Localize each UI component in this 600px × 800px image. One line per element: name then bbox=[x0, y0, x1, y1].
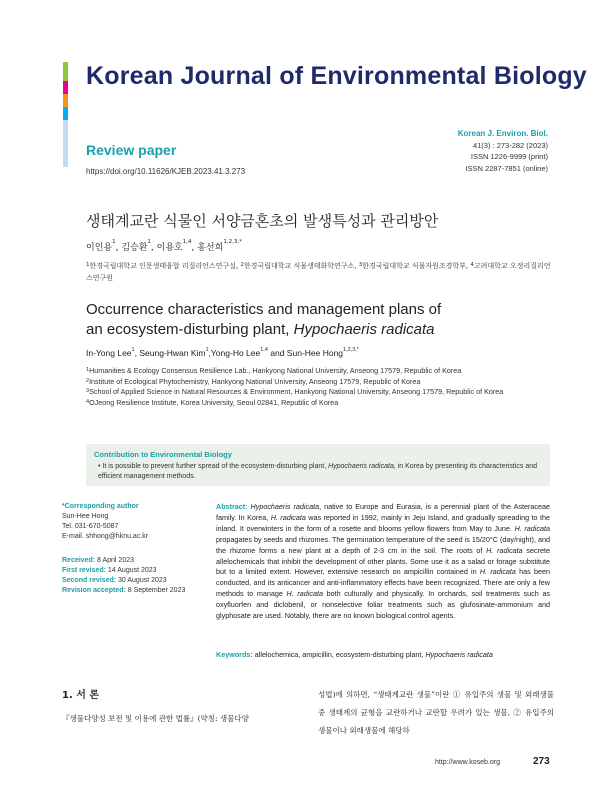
keywords-label: Keywords: bbox=[216, 650, 253, 659]
color-bar-segment bbox=[63, 81, 68, 94]
affiliation-sup: 3 bbox=[86, 388, 90, 394]
author-sup: 1,4 bbox=[260, 347, 268, 353]
sidebar-info bbox=[62, 502, 202, 596]
contribution-box bbox=[86, 444, 550, 486]
section-title: 1. 서 론 bbox=[62, 690, 100, 701]
affiliation-sup: 1 bbox=[86, 262, 90, 268]
bullet-icon: • bbox=[98, 463, 101, 470]
journal-title: Korean Journal of Environmental Biology bbox=[86, 62, 587, 90]
affiliation-sup: 3 bbox=[358, 262, 363, 268]
contribution-heading: Contribution to Environmental Biology bbox=[94, 450, 232, 459]
corresponding-name: Sun-Hee Hong bbox=[62, 513, 109, 520]
issn-online: ISSN 2287-7851 (online) bbox=[465, 163, 548, 173]
date-label: First revised: bbox=[62, 567, 106, 574]
abstract-text: propagates by seeds and rhizomes. The germination temperature of the seed is 15/20°C (day/night), and the rhizome forms a new plant at a depth of 2-3 cm in the soil. The roots of bbox=[216, 534, 550, 555]
english-title bbox=[86, 300, 556, 340]
date-label: Revision accepted: bbox=[62, 587, 126, 594]
author-sup: 1 bbox=[205, 347, 209, 353]
abstract-text: , native to Europe and Eurasia, is a perennial plant of the Asteraceae family. In Korea, bbox=[216, 502, 550, 522]
english-title-line2 bbox=[86, 320, 556, 340]
color-bar-segment bbox=[63, 120, 68, 167]
author-name: Yong-Ho Lee bbox=[210, 348, 261, 358]
date-value: 30 August 2023 bbox=[116, 577, 167, 584]
affiliation-sup: 4 bbox=[86, 398, 90, 405]
corresponding-email[interactable]: E-mail. shhong@hknu.ac.kr bbox=[62, 533, 149, 540]
abstract bbox=[216, 502, 550, 622]
keywords-species: Hypochaeris radicata bbox=[425, 650, 493, 659]
color-bar bbox=[63, 62, 68, 167]
author-name: Seung-Hwan Kim bbox=[139, 348, 206, 358]
affiliation-text: Humanities & Ecology Consensus Resilience Lab., Hankyong National University, Anseong 17579, Republic of Korea bbox=[89, 366, 462, 375]
author-name: 홍선희 bbox=[197, 243, 224, 253]
korean-authors: 이인용$^1$, 김승환$^1$, 이용호$^{1,4}$, 홍선희$^{1,2,3,*}$ bbox=[86, 239, 242, 253]
date-row bbox=[62, 566, 202, 576]
date-value: 14 August 2023 bbox=[105, 567, 157, 574]
author-name: 이용호 bbox=[156, 243, 183, 253]
affiliation-text: OJeong Resilience Institute, Korea University, Seoul 02841, Republic of Korea bbox=[89, 397, 339, 407]
abstract-text: has been conducted, and its anticancer and anti-inflammatory effects have been recognized. There are only a few methods to manage bbox=[216, 567, 550, 599]
corresponding-label: *Corresponding author bbox=[62, 503, 139, 510]
affiliation-text: Institute of Ecological Phytochemistry, Hankyong National University, Anseong 17579, Republic of Korea bbox=[89, 376, 421, 386]
date-label: Second revised: bbox=[62, 577, 117, 584]
english-title-species: Hypochaeris radicata bbox=[293, 321, 435, 338]
abstract-species: H. radicata bbox=[286, 589, 323, 599]
affiliation-text: 한경국립대학교 식물자원조경학부, bbox=[362, 262, 471, 270]
journal-volume: 41(3) : 273-282 (2023) bbox=[472, 140, 548, 150]
journal-info bbox=[458, 128, 548, 174]
footer-url[interactable]: http://www.koseb.org bbox=[435, 759, 500, 766]
english-title-line1: Occurrence characteristics and management plans of bbox=[86, 301, 442, 318]
author-sup: 1,2,3,* bbox=[343, 347, 359, 353]
korean-affiliations bbox=[86, 260, 556, 284]
abstract-text: secrete allelochemicals that inhibit the development of other plants. Some use it as a salad or forage substitute but to a limited extent. However, extensive research on ampicillin contained in bbox=[216, 545, 550, 577]
affiliation bbox=[86, 387, 556, 398]
abstract-species: H. radicata bbox=[479, 567, 516, 577]
abstract-species: Hypochaeris radicata bbox=[247, 502, 320, 511]
affiliation bbox=[86, 377, 556, 388]
author-name: 김승환 bbox=[121, 243, 148, 253]
paper-type: Review paper bbox=[86, 142, 177, 158]
author-sup: 1,4 bbox=[182, 239, 192, 245]
english-title-plain: an ecosystem-disturbing plant, bbox=[86, 321, 294, 338]
keywords-text: allelochemica, ampicillin, ecosystem-disturbing plant, bbox=[252, 650, 426, 659]
issn-print: ISSN 1226-9999 (print) bbox=[470, 152, 548, 161]
abstract-species: H. radicata bbox=[270, 512, 306, 522]
author-sup: 1 bbox=[112, 239, 116, 245]
body-column-right: 성법)에 의하면, “생태계교란 생물”이란 ① 유입주의 생물 및 외래생물 중 생태계의 균형을 교란하거나 교란할 우려가 있는 생물, ② 유입주의 생물이나 외래생물에 해당하 bbox=[318, 690, 554, 735]
author-sup: 1 bbox=[147, 239, 151, 245]
contribution-species: Hypochaeris radicata, bbox=[328, 463, 396, 470]
abstract-species: H. radicata bbox=[486, 545, 523, 555]
affiliation-sup: 2 bbox=[240, 262, 244, 268]
abstract-text: was reported in 1992, mainly in Jeju Island, and gradually spreading to the inland. It overwinters in the form of a rosette and blooms yellow flowers from May to June. bbox=[216, 512, 550, 533]
color-bar-segment bbox=[63, 94, 68, 107]
english-authors: In-Yong Lee$^1$, Seung-Hwan Kim$^1$,Yong-Ho Lee$^{1,4}$ and Sun-Hee Hong$^{1,2,3,*}$ bbox=[86, 347, 359, 358]
color-bar-segment bbox=[63, 62, 68, 81]
keywords bbox=[216, 650, 550, 659]
date-value: 8 April 2023 bbox=[95, 557, 134, 564]
contribution-text bbox=[98, 462, 538, 482]
affiliation-sup: 4 bbox=[470, 262, 474, 268]
doi-link[interactable]: https://doi.org/10.11626/KJEB.2023.41.3.273 bbox=[86, 167, 246, 176]
author-name: In-Yong Lee bbox=[86, 348, 132, 358]
date-value: 8 September 2023 bbox=[125, 587, 186, 594]
abstract-label: Abstract: bbox=[216, 502, 248, 511]
affiliation-text: School of Applied Science in Natural Resources & Environment, Hankyong National University, Anseong 17579, Republic of Korea bbox=[89, 387, 504, 396]
author-sup: 1 bbox=[131, 347, 135, 353]
affiliation-sup: 1 bbox=[86, 367, 90, 373]
corresponding-tel: Tel. 031-670-5087 bbox=[62, 523, 119, 530]
affiliation bbox=[86, 398, 556, 409]
journal-abbreviation: Korean J. Environ. Biol. bbox=[457, 129, 548, 138]
affiliation-text: 한경국립대학교 인문생태융합 리질리언스연구실, bbox=[89, 262, 241, 270]
page-number: 273 bbox=[533, 756, 550, 767]
date-label: Received: bbox=[62, 557, 96, 564]
color-bar-segment bbox=[63, 107, 68, 120]
submission-dates bbox=[62, 556, 202, 596]
abstract-text: both culturally and physically. In orchards, soil treatments such as oxyfluorfen and diclobenil, or nonselective foliar treatments such as glufosinate-ammonium and glyphosate are used. Notably, there are no known biological control agents. bbox=[216, 589, 550, 621]
date-row bbox=[62, 576, 202, 586]
abstract-species: H. radicata bbox=[514, 523, 550, 533]
author-name: Sun-Hee Hong bbox=[286, 348, 344, 358]
date-row bbox=[62, 586, 202, 596]
affiliation-text: 한경국립대학교 식물생태화학연구소, bbox=[243, 262, 359, 270]
author-name: 이인용 bbox=[86, 243, 113, 253]
korean-title: 생태계교란 식물인 서양금혼초의 발생특성과 관리방안 bbox=[86, 212, 439, 230]
affiliation-sup: 2 bbox=[86, 377, 90, 384]
contribution-text-part: It is possible to prevent further spread of the ecosystem-disturbing plant, bbox=[102, 463, 329, 470]
affiliation bbox=[86, 366, 556, 377]
affiliation-text: 고려대학교 오정리질리언스연구원 bbox=[86, 262, 551, 282]
body-column-left: 『생물다양성 보전 및 이용에 관한 법률』(약칭: 생물다양 bbox=[62, 714, 249, 723]
author-sup: 1,2,3,* bbox=[223, 239, 242, 245]
contribution-text-part: in Korea by presenting its characteristics and efficient management methods. bbox=[98, 463, 538, 480]
date-row bbox=[62, 556, 202, 566]
english-affiliations bbox=[86, 366, 556, 408]
